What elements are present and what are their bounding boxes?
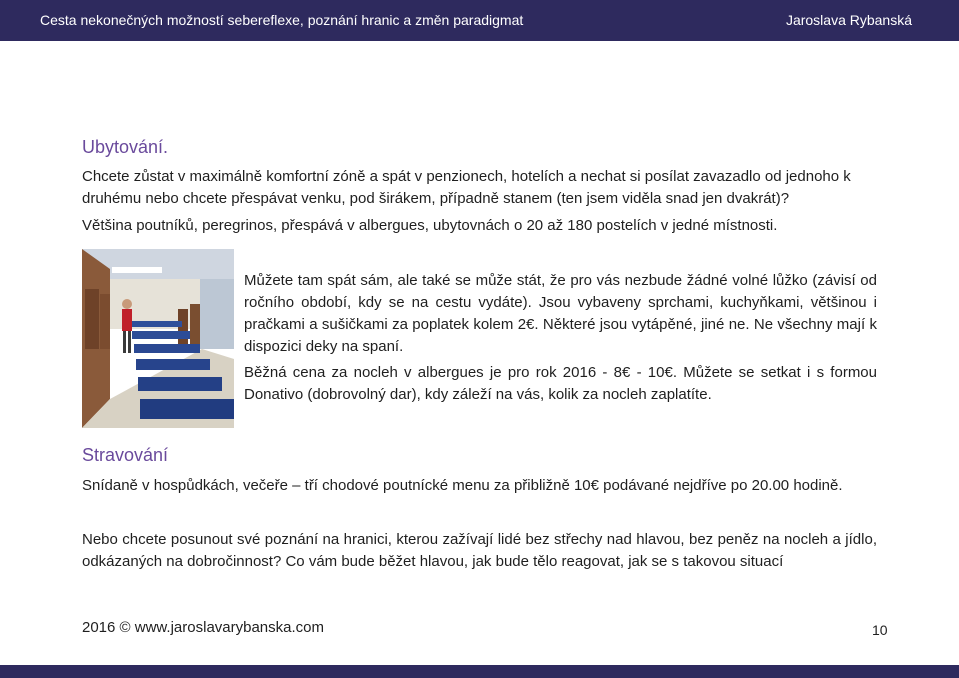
page-number: 10 (872, 622, 888, 638)
ubytovani-paragraph-1: Chcete zůstat v maximálně komfortní zóně a spát v penzionech, hotelích a nechat si posílat zavazadlo od jednoho k druhému nebo chcete přespávat venku, pod širákem, případně stanem (ten jsem viděla snad jen dvakrát)? (82, 168, 851, 207)
ubytovani-paragraph-2: Většina poutníků, peregrinos, přespává v albergues, ubytovnách o 20 až 180 postelích v jedné místnosti. (82, 217, 778, 234)
ubytovani-side-paragraph-2: Běžná cena za nocleh v albergues je pro rok 2016 - 8€ - 10€. Můžete se setkat i s formou Donativo (dobrovolný dar), kdy záleží na vás, kolik za nocleh zaplatíte. (244, 364, 877, 403)
page-header (0, 0, 959, 41)
footer-bar (0, 665, 959, 678)
albergue-dormitory-photo (82, 249, 234, 428)
stravovani-paragraph-2: Nebo chcete posunout své poznání na hranici, kterou zažívají lidé bez střechy nad hlavou, bez peněz na nocleh a jídlo, odkázaných na dobročinnost? Co vám bude běžet hlavou, jak bude tělo reagovat, jak se s takovou situací (82, 531, 877, 570)
footer-copyright: 2016 © www.jaroslavarybanska.com (82, 619, 324, 636)
stravovani-paragraph-1: Snídaně v hospůdkách, večeře – tří chodové poutnícké menu za přibližně 10€ podávané nejdříve po 20.00 hodině. (82, 477, 843, 494)
ubytovani-side-paragraph-1: Můžete tam spát sám, ale také se může stát, že pro vás nezbude žádné volné lůžko (závisí od ročního období, kdy se na cestu vydáte). Jsou vybaveny sprchami, kuchyňkami, většinou i pračkami a sušičkami za poplatek kolem 2€. Některé jsou vytápěné, jiné ne. Ne všechny mají k dispozici deky na spaní. (244, 272, 877, 355)
document-title: Cesta nekonečných možností sebereflexe, poznání hranic a změn paradigmat (40, 12, 524, 28)
heading-ubytovani: Ubytování. (82, 137, 169, 157)
heading-stravovani: Stravování (82, 445, 169, 465)
author-name: Jaroslava Rybanská (785, 12, 912, 28)
